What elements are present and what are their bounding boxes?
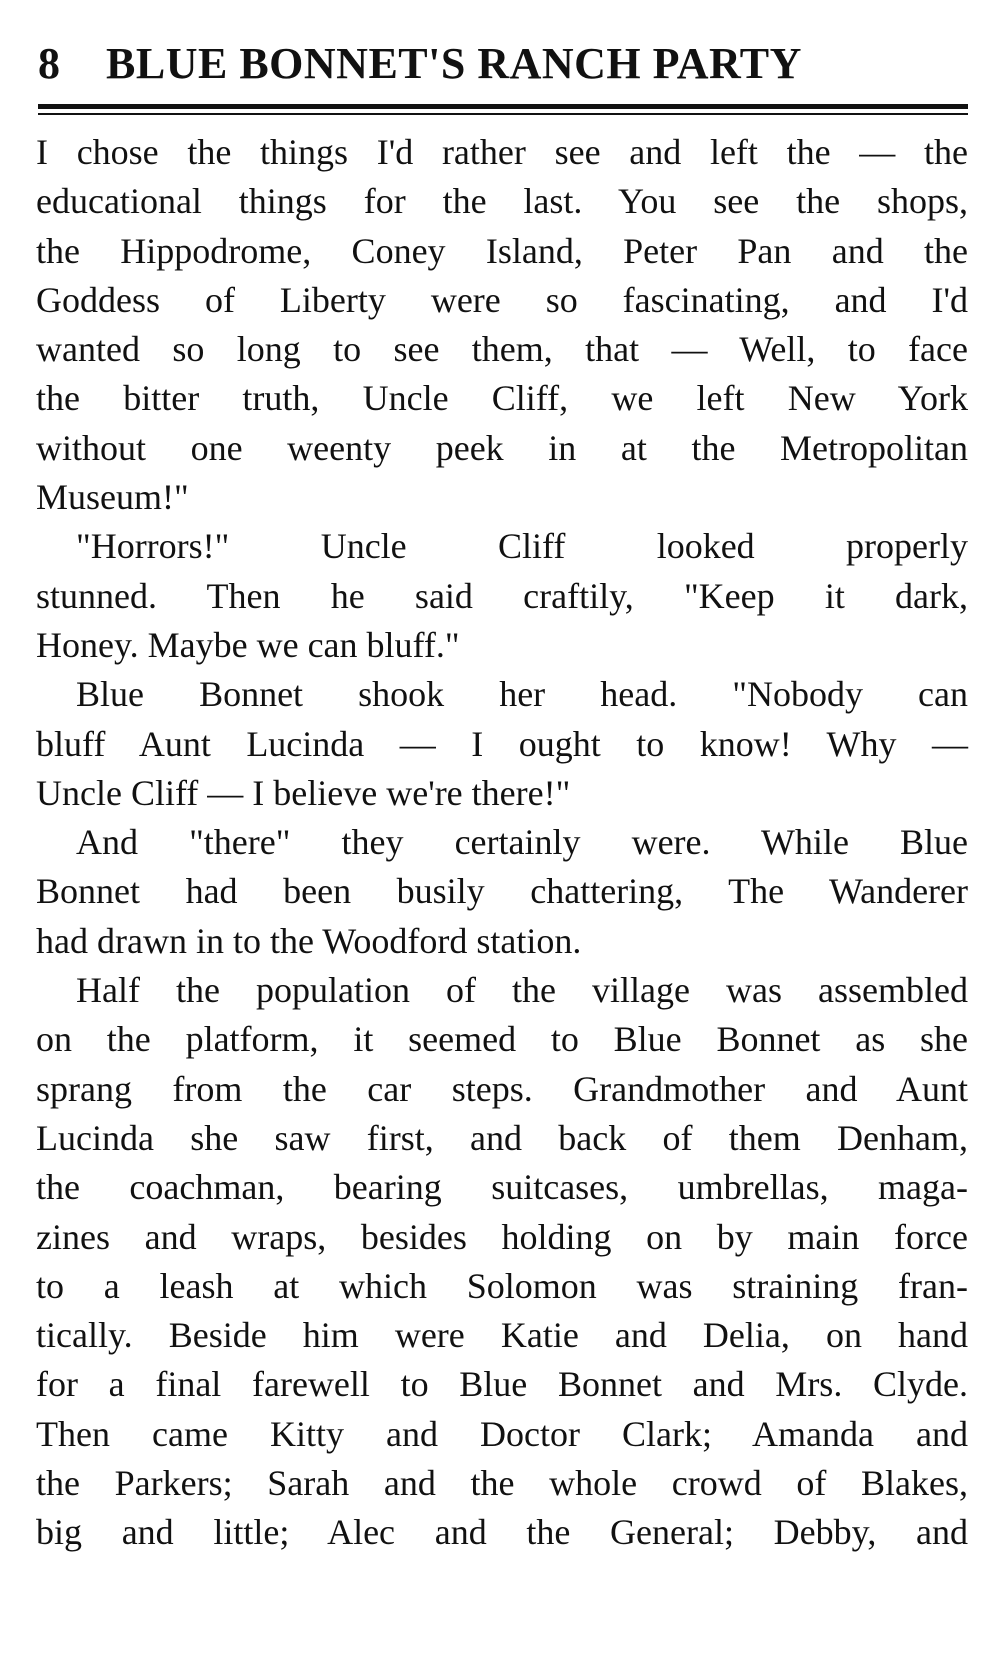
text-line: had drawn in to the Woodford station. xyxy=(36,920,582,961)
text-line: Uncle Cliff — I believe we're there!" xyxy=(36,772,571,813)
text-line: wanted so long to see them, that — Well, to face xyxy=(36,329,968,370)
text-line: the bitter truth, Uncle Cliff, we left New York xyxy=(36,378,968,419)
text-line: sprang from the car steps. Grandmother and Aunt xyxy=(36,1068,968,1109)
page-number: 8 xyxy=(38,39,60,88)
text-line: for a final farewell to Blue Bonnet and Mrs. Clyde. xyxy=(36,1364,968,1405)
text-line: big and little; Alec and the General; Debby, and xyxy=(36,1512,968,1553)
text-line: the coachman, bearing suitcases, umbrellas, maga- xyxy=(36,1167,968,1208)
text-line: Bonnet had been busily chattering, The Wanderer xyxy=(36,871,968,912)
text-line: without one weenty peek in at the Metropolitan xyxy=(36,427,968,468)
text-line: Honey. Maybe we can bluff." xyxy=(36,624,460,665)
text-line: I chose the things I'd rather see and left the — the xyxy=(36,132,968,172)
text-line: And "there" they certainly were. While Blue xyxy=(76,822,968,863)
text-line: Lucinda she saw first, and back of them Denham, xyxy=(36,1117,968,1158)
running-title: BLUE BONNET'S RANCH PARTY xyxy=(106,39,802,88)
text-line: Half the population of the village was assembled xyxy=(76,970,968,1011)
text-line: to a leash at which Solomon was straining fran- xyxy=(36,1265,968,1306)
text-line: bluff Aunt Lucinda — I ought to know! Why — xyxy=(36,723,968,764)
page-header xyxy=(38,28,968,98)
text-line: educational things for the last. You see the shops, xyxy=(36,181,968,222)
text-line: the Parkers; Sarah and the whole crowd of Blakes, xyxy=(36,1463,968,1504)
header-rule-thin xyxy=(38,113,968,115)
text-line: Then came Kitty and Doctor Clark; Amanda and xyxy=(36,1413,968,1454)
text-line: tically. Beside him were Katie and Delia, on hand xyxy=(36,1315,968,1356)
text-line: "Horrors!" Uncle Cliff looked properly xyxy=(76,526,968,567)
text-line: stunned. Then he said craftily, "Keep it dark, xyxy=(36,575,968,616)
text-line: on the platform, it seemed to Blue Bonnet as she xyxy=(36,1019,968,1060)
text-line: the Hippodrome, Coney Island, Peter Pan and the xyxy=(36,230,968,271)
body-text xyxy=(36,128,968,1558)
header-rule-thick xyxy=(38,104,968,109)
text-line: Museum!" xyxy=(36,477,189,518)
text-line: Blue Bonnet shook her head. "Nobody can xyxy=(76,674,968,715)
text-line: zines and wraps, besides holding on by main force xyxy=(36,1216,968,1257)
text-line: Goddess of Liberty were so fascinating, and I'd xyxy=(36,279,968,320)
